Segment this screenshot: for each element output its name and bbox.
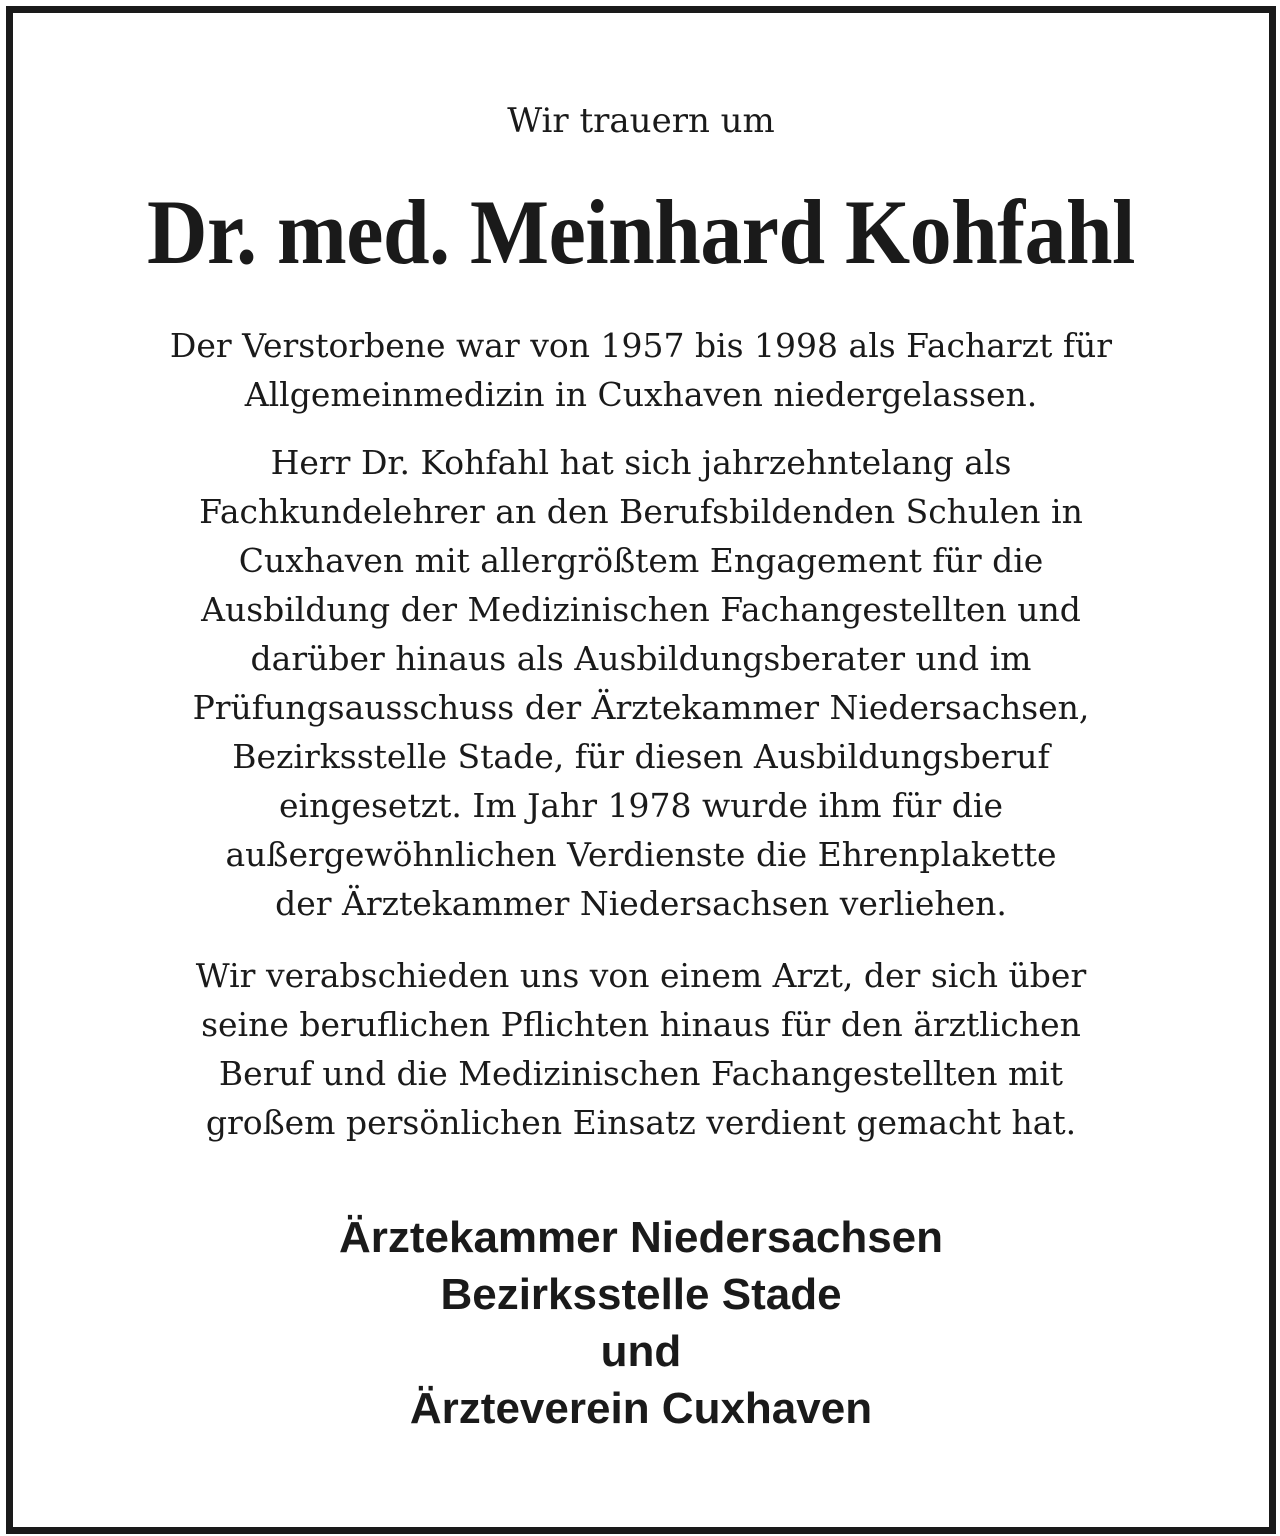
text-line: Wir verabschieden uns von einem Arzt, der sich über [195, 956, 1087, 995]
paragraph-career [73, 321, 1209, 419]
text-line: seine beruflichen Pflichten hinaus für den ärztlichen [201, 1005, 1081, 1044]
text-line: Der Verstorbene war von 1957 bis 1998 als Facharzt für [169, 326, 1113, 365]
text-line: großem persönlichen Einsatz verdient gemacht hat. [205, 1103, 1077, 1142]
signature-line: Ärztekammer Niedersachsen [338, 1213, 944, 1262]
obituary-notice [6, 6, 1276, 1534]
text-line: Fachkundelehrer an den Berufsbildenden Schulen in [199, 492, 1083, 531]
paragraph-engagement [73, 438, 1209, 928]
text-line: Beruf und die Medizinischen Fachangestellten mit [218, 1054, 1064, 1093]
text-line: Prüfungsausschuss der Ärztekammer Niedersachsen, [192, 688, 1090, 727]
intro-line: Wir trauern um [507, 101, 775, 141]
text-line: Ausbildung der Medizinischen Fachangestellten und [201, 590, 1081, 629]
text-line: außergewöhnlichen Verdienste die Ehrenplakette [225, 835, 1057, 874]
text-line: Allgemeinmedizin in Cuxhaven niedergelassen. [244, 375, 1038, 414]
text-line: darüber hinaus als Ausbildungsberater und im [250, 639, 1032, 678]
text-line: Cuxhaven mit allergrößtem Engagement für die [238, 541, 1044, 580]
text-line: der Ärztekammer Niedersachsen verliehen. [275, 884, 1007, 923]
text-line: Herr Dr. Kohfahl hat sich jahrzehntelang als [270, 443, 1012, 482]
signature-line: Ärzteverein Cuxhaven [409, 1384, 873, 1433]
signature-block [13, 1209, 1269, 1437]
deceased-name: Dr. med. Meinhard Kohfahl [147, 181, 1135, 283]
text-line: eingesetzt. Im Jahr 1978 wurde ihm für die [278, 786, 1003, 825]
signature-line: und [600, 1327, 682, 1376]
signature-line: Bezirksstelle Stade [440, 1270, 842, 1319]
text-line: Bezirksstelle Stade, für diesen Ausbildungsberuf [232, 737, 1050, 776]
paragraph-farewell [73, 951, 1209, 1147]
